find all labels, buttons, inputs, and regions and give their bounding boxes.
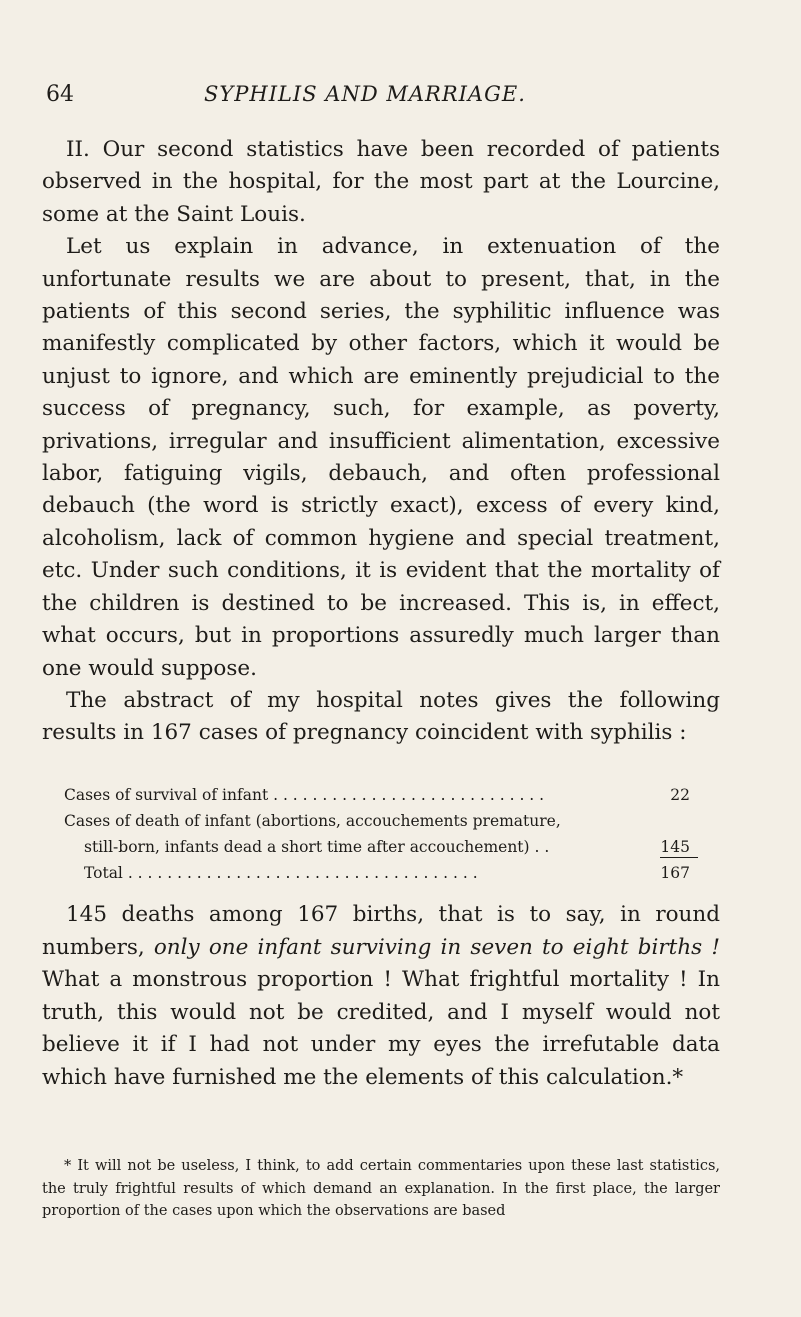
conclusion-part2: What a monstrous proportion ! What frightful mortality ! In truth, this would not be credited, and I myself would not believe it if I had not under my eyes the irrefutable data which have furnished me the elements of this calculation.* <box>42 967 720 1090</box>
conclusion-emphasis: only one infant surviving in seven to eight births ! <box>153 934 720 960</box>
statistics-table <box>42 782 720 886</box>
stat-value: 22 <box>670 786 690 804</box>
conclusion-text <box>42 899 720 1095</box>
footnote <box>42 1155 720 1223</box>
stat-value: 167 <box>660 864 690 882</box>
stat-row-total <box>42 860 720 886</box>
page-number: 64 <box>46 82 74 107</box>
footnote-text: * It will not be useless, I think, to add certain commentaries upon these last statistics, the truly frightful results of which demand an explanation. In the first place, the larger proportion of the cases upon which the observations are based <box>42 1158 720 1219</box>
paragraph: The abstract of my hospital notes gives the following results in 167 cases of pregnancy coincident with syphilis : <box>42 687 720 746</box>
paragraph <box>42 899 720 1095</box>
paragraph: II. Our second statistics have been recorded of patients observed in the hospital, for the most part at the Lourcine, some at the Saint Louis. <box>42 137 720 227</box>
main-text <box>42 134 720 750</box>
stat-label: Total . . . . . . . . . . . . . . . . . . . . . . . . . . . . . . . . . . . . <box>84 864 478 882</box>
paragraph: Let us explain in advance, in extenuation of the unfortunate results we are about to present, that, in the patients of this second series, the syphilitic influence was manifestly complicated by other factors, which it would be unjust to ignore, and which are eminently prejudicial to the success of pregnancy, such, for example, as poverty, privations, irregular and insufficient alimentation, excessive labor, fatiguing vigils, debauch, and often professional debauch (the word is strictly exact), excess of every kind, alcoholism, lack of common hygiene and special treatment, etc. Under such conditions, it is evident that the mortality of the children is destined to be increased. This is, in effect, what occurs, but in proportions assuredly much larger than one would suppose. <box>42 234 720 681</box>
conclusion-part1: 145 deaths among 167 births, that is to say, in round numbers, <box>42 902 720 960</box>
stat-label: Cases of survival of infant . . . . . . . . . . . . . . . . . . . . . . . . . . . . <box>64 786 545 804</box>
stat-label: Cases of death of infant (abortions, accouchements premature, <box>64 812 561 830</box>
stat-row-death-continued <box>42 834 720 860</box>
stat-row-death <box>42 808 720 834</box>
stat-label: still-born, infants dead a short time after accouchement) . . <box>84 838 550 856</box>
stat-row-survival <box>42 782 720 808</box>
running-head: SYPHILIS AND MARRIAGE. <box>204 82 526 106</box>
page-header <box>46 82 746 118</box>
sum-rule <box>660 857 698 858</box>
stat-value: 145 <box>660 838 690 856</box>
